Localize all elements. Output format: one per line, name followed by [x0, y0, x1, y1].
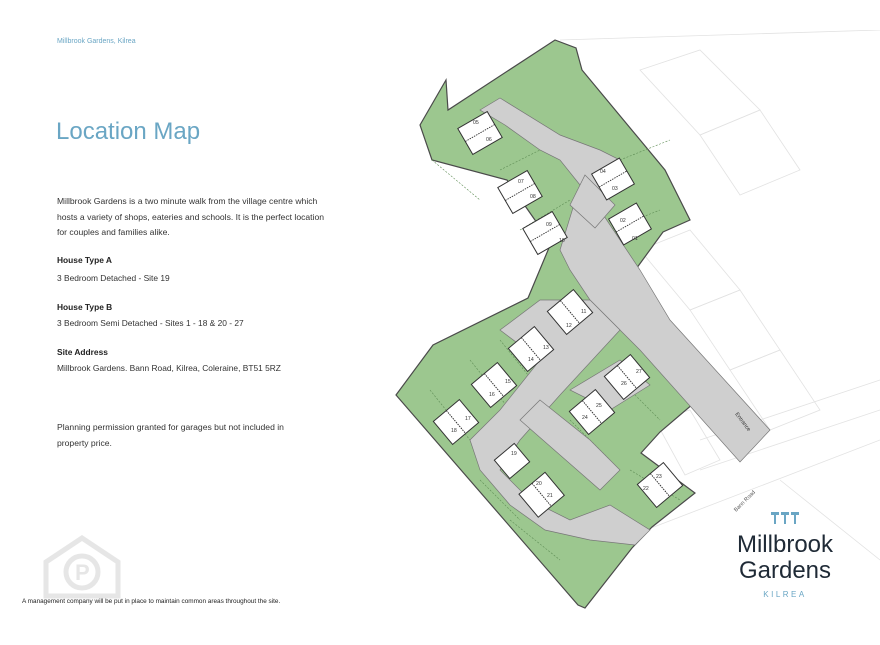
- site-number-25: 25: [596, 403, 602, 409]
- entrance-label: Entrance: [733, 411, 752, 433]
- svg-text:P: P: [75, 560, 90, 585]
- section-text-house-type-a: 3 Bedroom Detached - Site 19: [57, 273, 170, 283]
- site-number-27: 27: [636, 369, 642, 375]
- site-number-24: 24: [582, 415, 588, 421]
- section-heading-site-address: Site Address: [57, 347, 108, 357]
- intro-text: Millbrook Gardens is a two minute walk from the village centre which hosts a variety of shops, eateries and schools. It is the perfect location for couples and families alike.: [57, 196, 325, 238]
- site-number-14: 14: [528, 357, 534, 363]
- site-number-04: 04: [600, 169, 606, 175]
- brand-location: KILREA: [763, 590, 807, 599]
- site-number-08: 08: [530, 194, 536, 200]
- site-number-10: 10: [559, 238, 565, 244]
- site-number-18: 18: [451, 428, 457, 434]
- road-label: Bann Road: [733, 489, 757, 514]
- site-number-23: 23: [656, 474, 662, 480]
- section-text-site-address: Millbrook Gardens. Bann Road, Kilrea, Coleraine, BT51 5RZ: [57, 363, 281, 373]
- page-title: Location Map: [56, 118, 201, 145]
- site-number-02: 02: [620, 218, 626, 224]
- brand-name-line1: Millbrook: [736, 531, 834, 558]
- brand-name-line2: Gardens: [738, 557, 832, 584]
- site-number-06: 06: [486, 137, 492, 143]
- section-text-house-type-b: 3 Bedroom Semi Detached - Sites 1 - 18 & 20 - 27: [57, 318, 244, 328]
- planning-note: Planning permission granted for garages but not included in property price.: [57, 422, 284, 448]
- property-p-watermark-icon: [40, 532, 124, 600]
- site-number-26: 26: [621, 381, 627, 387]
- site-number-05: 05: [473, 120, 479, 126]
- site-number-16: 16: [489, 392, 495, 398]
- site-number-03: 03: [612, 186, 618, 192]
- brand-block: [700, 512, 870, 599]
- site-number-20: 20: [536, 481, 542, 487]
- site-number-11: 11: [581, 309, 587, 315]
- breadcrumb: Millbrook Gardens, Kilrea: [57, 38, 136, 45]
- bars-logo-icon: [771, 512, 799, 524]
- site-number-15: 15: [505, 379, 511, 385]
- section-heading-house-type-b: House Type B: [57, 302, 113, 312]
- site-number-22: 22: [643, 486, 649, 492]
- site-number-01: 01: [632, 236, 638, 242]
- site-number-07: 07: [518, 179, 524, 185]
- site-number-12: 12: [566, 323, 572, 329]
- management-footnote: A management company will be put in place to maintain common areas throughout the site.: [22, 598, 281, 605]
- site-number-09: 09: [546, 222, 552, 228]
- site-number-21: 21: [547, 493, 553, 499]
- site-number-19: 19: [511, 451, 517, 457]
- site-number-17: 17: [465, 416, 471, 422]
- site-number-13: 13: [543, 345, 549, 351]
- section-heading-house-type-a: House Type A: [57, 255, 112, 265]
